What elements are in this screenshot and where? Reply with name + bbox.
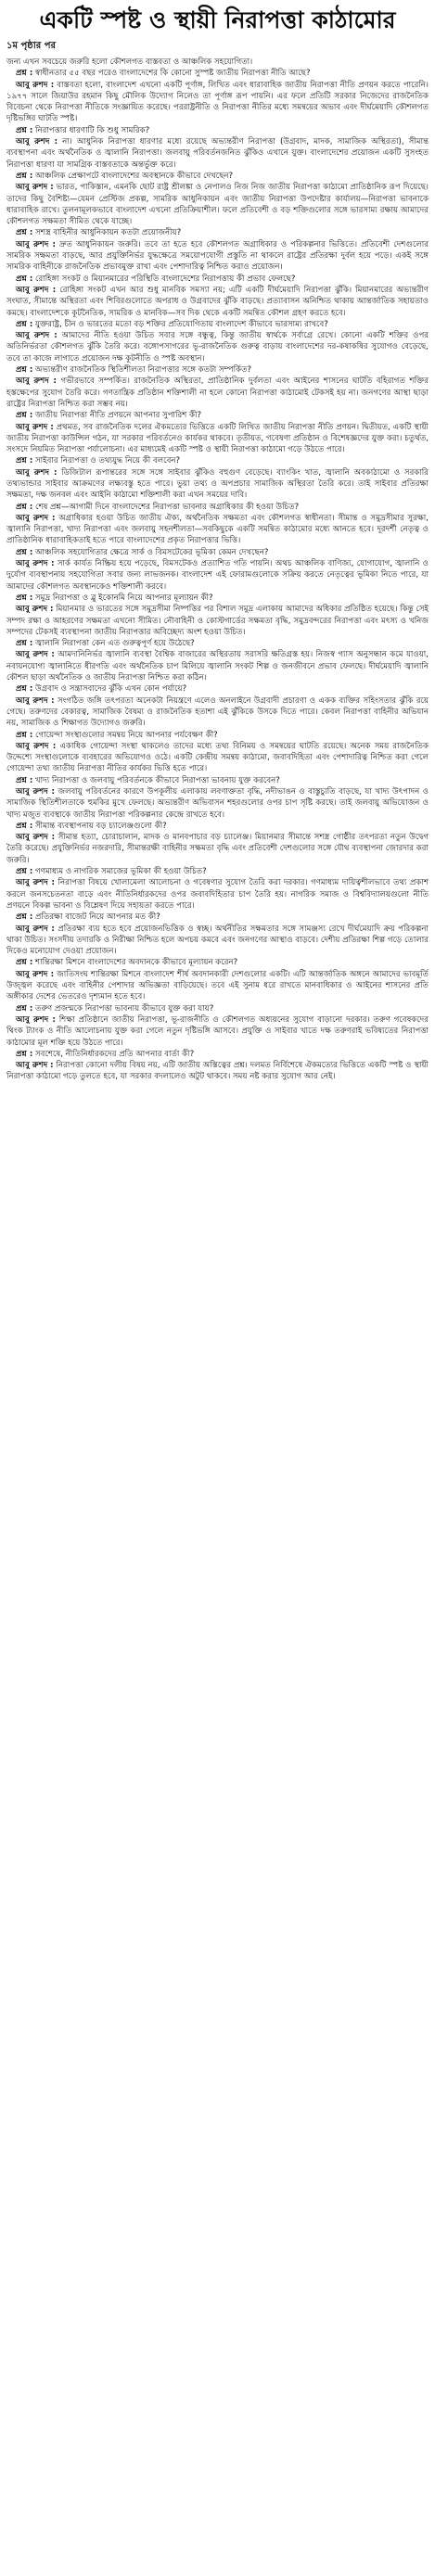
question-paragraph [6, 547, 429, 558]
answer-text: একাধিক গোয়েন্দা সংস্থা থাকলেও তাদের মধ্যে তথ্য বিনিময় ও সমন্বয়ের ঘাটতি রয়েছে। অনেক সময় রাজনৈতিক উদ্দেশ্যে সংস্থাগুলোকে ব্যবহারের অভিযোগও ওঠে। একটি কেন্দ্রীয় সমন্বয় কাঠামো, জবাবদিহিতা এবং পেশাদারিত্ব নিশ্চিত করা গেলে গোয়েন্দা তথ্য জাতীয় নিরাপত্তা নীতির কার্যকর ভিত্তি হতে পারে। [6, 741, 429, 774]
answer-paragraph [6, 467, 429, 502]
answer-paragraph [6, 80, 429, 125]
answer-text: মিয়ানমার ও ভারতের সঙ্গে সমুদ্রসীমা নিষ্পত্তির পর বিশাল সমুদ্র এলাকায় আমাদের অধিকার প্রতিষ্ঠিত হয়েছে। কিন্তু সেই সম্পদ রক্ষা ও আহরণের সক্ষমতা এখনো সীমিত। নৌবাহিনী ও কোস্টগার্ডের সক্ষমতা বৃদ্ধি, সমুদ্রবন্দরের নিরাপত্তা এবং মৎস্য ও খনিজ সম্পদের টেকসই ব্যবস্থাপনা জাতীয় নিরাপত্তার অবিচ্ছেদ্য অংশ হওয়া উচিত। [6, 605, 429, 637]
answer-label: আবু রুশদ : [16, 285, 57, 295]
article-intro: জন্য এখন সবচেয়ে জরুরি হলো কৌশলগত বাস্তবতা ও আঞ্চলিক সহযোগিতা। [6, 57, 253, 67]
answer-paragraph [6, 832, 429, 866]
answer-label: আবু রুশদ : [16, 1014, 56, 1025]
answer-label: আবু রুশদ : [16, 467, 58, 478]
answer-paragraph [6, 924, 429, 958]
question-paragraph [6, 274, 429, 285]
question-paragraph [6, 912, 429, 923]
question-text: শেষ প্রশ্ন—আগামী দিনে বাংলাদেশের নিরাপত্তা ভাবনার অগ্রাধিকার কী হওয়া উচিত? [35, 502, 300, 512]
question-label: প্রশ্ন : [16, 912, 33, 923]
answer-text: অগ্রাধিকার হওয়া উচিত জাতীয় ঐক্য, অর্থনৈতিক সক্ষমতা এবং কৌশলগত স্বাধীনতা। সীমান্ত ও সমুদ্রসীমার সুরক্ষা, জ্বালানি নিরাপত্তা, খাদ্য নিরাপত্তা এবং জলবায়ু সহনশীলতা—সবকিছুকে একটি সমন্বিত কাঠামোর মধ্যে আনতে হবে। দূরদর্শী নেতৃত্ব ও প্রাতিষ্ঠানিক ধারাবাহিকতাই হতে পারে বাংলাদেশের প্রকৃত নিরাপত্তার ভিত্তি। [6, 513, 429, 546]
question-text: জ্বালানি নিরাপত্তা কেন এত গুরুত্বপূর্ণ হয়ে উঠেছে? [35, 639, 195, 649]
question-text: রোহিঙ্গা সংকট ও মিয়ানমারের পরিস্থিতি বাংলাদেশের নিরাপত্তায় কী প্রভাব ফেলছে? [35, 274, 296, 284]
question-paragraph [6, 866, 429, 877]
question-text: আঞ্চলিক সহযোগিতার ক্ষেত্রে সার্ক ও বিমসটেকের ভূমিকা কেমন দেখছেন? [35, 547, 269, 557]
answer-paragraph [6, 1014, 429, 1049]
continued-from-label: ১ম পৃষ্ঠার পর [6, 41, 56, 51]
answer-label: আবু রুশদ : [16, 513, 56, 523]
answer-label: আবু রুশদ : [16, 605, 54, 615]
answer-paragraph [6, 182, 429, 227]
answer-label: আবু রুশদ : [16, 969, 55, 979]
question-paragraph [6, 593, 429, 604]
question-paragraph [6, 775, 429, 786]
answer-label: আবু রুশদ : [16, 695, 55, 706]
question-label: প্রশ্ন : [16, 639, 33, 649]
answer-paragraph [6, 969, 429, 1003]
answer-label: আবু রুশদ : [16, 137, 58, 147]
answer-paragraph [6, 649, 429, 683]
question-text: আঞ্চলিক প্রেক্ষাপটে বাংলাদেশের অবস্থানকে কীভাবে দেখছেন? [35, 171, 234, 181]
question-label: প্রশ্ন : [16, 1003, 33, 1014]
article-headline: একটি স্পষ্ট ও স্থায়ী নিরাপত্তা কাঠামোর [39, 6, 396, 33]
question-label: প্রশ্ন : [16, 228, 33, 238]
question-text: সবশেষে, নীতিনির্ধারকদের প্রতি আপনার বার্তা কী? [35, 1049, 195, 1059]
question-paragraph [6, 319, 429, 330]
question-label: প্রশ্ন : [16, 593, 33, 603]
question-text: প্রতিরক্ষা বাজেট নিয়ে আপনার মত কী? [35, 912, 160, 923]
answer-text: শিক্ষা প্রতিষ্ঠানে জাতীয় নিরাপত্তা, ভূ-রাজনীতি ও কৌশলগত অধ্যয়নের সুযোগ বাড়ানো দরকার। তরুণ গবেষকদের থিংক ট্যাংক ও নীতি আলোচনায় যুক্ত করা গেলে নতুন দৃষ্টিভঙ্গি আসবে। প্রযুক্তি ও সাইবার খাতে দক্ষ তরুণরাই ভবিষ্যতের নিরাপত্তা কাঠামোর মূল শক্তি হয়ে উঠতে পারে। [6, 1014, 429, 1048]
question-text: স্বাধীনতার ৫৫ বছর পরেও বাংলাদেশের কি কোনো সুস্পষ্ট জাতীয় নিরাপত্তা নীতি আছে? [35, 69, 311, 79]
question-text: সাইবার নিরাপত্তা ও তথ্যযুদ্ধ নিয়ে কী বলবেন? [35, 456, 181, 466]
question-label: প্রশ্ন : [16, 684, 33, 695]
answer-label: আবু রুশদ : [16, 239, 56, 249]
answer-paragraph [6, 741, 429, 775]
question-label: প্রশ্ন : [16, 821, 33, 831]
answer-text: সংগঠিত জঙ্গি তৎপরতা অনেকটা নিয়ন্ত্রণে এলেও অনলাইনে উগ্রবাদী প্রচারণা ও একক ব্যক্তির সহিংসতার ঝুঁকি রয়ে গেছে। তরুণদের বেকারত্ব, সামাজিক বৈষম্য ও রাজনৈতিক হতাশা এই ঝুঁকিকে উসকে দিতে পারে। কেবল নিরাপত্তা বাহিনীর অভিযান নয়, সামাজিক ও শিক্ষাগত উদ্যোগও জরুরি। [6, 695, 429, 729]
question-label: প্রশ্ন : [16, 958, 33, 968]
question-paragraph [6, 171, 429, 182]
answer-label: আবু রুশদ : [16, 650, 55, 660]
answer-paragraph [6, 558, 429, 593]
answer-text: আমাদের নীতি হওয়া উচিত সবার সঙ্গে বন্ধুত্ব, কিন্তু জাতীয় স্বার্থকে সর্বাগ্রে রেখে। কোনো একটি শক্তির ওপর অতিনির্ভরতা কৌশলগত ঝুঁকি তৈরি করে। বঙ্গোপসাগরের ভূ-রাজনৈতিক গুরুত্ব বাড়ায় বাংলাদেশের দর-কষাকষির সুযোগও বেড়েছে, তবে তা কাজে লাগাতে প্রয়োজন দক্ষ কূটনীতি ও স্পষ্ট অবস্থান। [6, 331, 429, 363]
answer-paragraph [6, 376, 429, 410]
question-label: প্রশ্ন : [16, 775, 33, 785]
question-text: জাতীয় নিরাপত্তা নীতি প্রণয়নে আপনার সুপারিশ কী? [35, 411, 202, 421]
answer-paragraph [6, 604, 429, 638]
question-paragraph [6, 455, 429, 466]
answer-text: নিরাপত্তা কোনো দলীয় বিষয় নয়, এটি জাতীয় অস্তিত্বের প্রশ্ন। দলমত নির্বিশেষে ঐকমত্যের ভিত্তিতে একটি স্পষ্ট ও স্থায়ী নিরাপত্তা কাঠামো গড়ে তুলতে হবে, যা সরকার বদলালেও অটুট থাকবে। সময় নষ্ট করার সুযোগ আর নেই। [6, 1061, 429, 1082]
question-text: যুক্তরাষ্ট্র, চীন ও ভারতের মতো বড় শক্তির প্রতিযোগিতায় বাংলাদেশ কীভাবে ভারসাম্য রাখবে? [35, 319, 328, 329]
question-text: সশস্ত্র বাহিনীর আধুনিকায়ন কতটা প্রয়োজনীয়? [35, 228, 182, 238]
question-paragraph [6, 68, 429, 79]
answer-text: প্রতিরক্ষা ব্যয় হতে হবে প্রয়োজনভিত্তিক ও স্বচ্ছ। অর্থনীতির সক্ষমতার সঙ্গে সামঞ্জস্য রেখে দীর্ঘমেয়াদি ক্রয় পরিকল্পনা থাকা উচিত। সংসদীয় তদারকি ও নিরীক্ষা নিশ্চিত হলে অপচয় কমবে এবং জনগণের আস্থাও বাড়বে। দেশীয় প্রতিরক্ষা শিল্প গড়ে তোলার দিকেও মনোযোগ দেওয়া প্রয়োজন। [6, 924, 429, 957]
question-label: প্রশ্ন : [16, 365, 33, 376]
answer-text: না। আধুনিক নিরাপত্তা ধারণার মধ্যে রয়েছে অভ্যন্তরীণ নিরাপত্তা (উগ্রবাদ, মাদক, সামাজিক অস্থিরতা), সীমান্ত ব্যবস্থাপনা এবং অর্থনৈতিক ও জ্বালানি নিরাপত্তা। জলবায়ু পরিবর্তনজনিত ঝুঁকিও এখানে যুক্ত। বাংলাদেশের প্রয়োজন একটি সুসংহত নিরাপত্তা ধারণা যা সামগ্রিক বাস্তবতাকে অন্তর্ভুক্ত করে। [6, 137, 429, 170]
answer-text: ডিজিটাল রূপান্তরের সঙ্গে সঙ্গে সাইবার ঝুঁকিও বহুগুণ বেড়েছে। ব্যাংকিং খাত, জ্বালানি অবকাঠামো ও সরকারি তথ্যভান্ডার সাইবার আক্রমণের লক্ষ্যবস্তু হতে পারে। ভুয়া তথ্য ও অপপ্রচার সামাজিক অস্থিরতা তৈরি করে। তাই সাইবার প্রতিরক্ষা সক্ষমতা, দক্ষ জনবল এবং আইনি কাঠামো শক্তিশালী করা এখন সময়ের দাবি। [6, 467, 429, 501]
question-text: অভ্যন্তরীণ রাজনৈতিক স্থিতিশীলতা নিরাপত্তার সঙ্গে কতটা সম্পর্কিত? [35, 365, 252, 376]
answer-label: আবু রুশদ : [16, 741, 57, 751]
answer-paragraph [6, 136, 429, 171]
answer-label: আবু রুশদ : [16, 1061, 54, 1071]
answer-label: আবু রুশদ : [16, 559, 55, 569]
answer-label: আবু রুশদ : [16, 422, 54, 432]
answer-paragraph [6, 239, 429, 274]
answer-text: জলবায়ু পরিবর্তনের কারণে উপকূলীয় এলাকায় লবণাক্ততা বৃদ্ধি, নদীভাঙন ও বাস্তুচ্যুতি বাড়ছে, যা খাদ্য উৎপাদন ও সামাজিক স্থিতিশীলতাকে হুমকির মুখে ফেলছে। অভ্যন্তরীণ অভিবাসন শহরগুলোর ওপর চাপ সৃষ্টি করছে। তাই জলবায়ু অভিযোজন ও খাদ্য মজুত ব্যবস্থাকে জাতীয় নিরাপত্তা পরিকল্পনার কেন্দ্রে রাখতে হবে। [6, 787, 429, 820]
answer-text: সীমান্ত হত্যা, চোরাচালান, মাদক ও মানবপাচার বড় চ্যালেঞ্জ। মিয়ানমার সীমান্তে সশস্ত্র গোষ্ঠীর তৎপরতা নতুন উদ্বেগ তৈরি করেছে। প্রযুক্তিনির্ভর নজরদারি, সীমান্তরক্ষী বাহিনীর সক্ষমতা বৃদ্ধি এবং প্রতিবেশী দেশগুলোর সঙ্গে যৌথ ব্যবস্থাপনা জোরদার করা জরুরি। [6, 833, 429, 865]
answer-text: প্রথমত, সব রাজনৈতিক দলের ঐকমত্যের ভিত্তিতে একটি লিখিত জাতীয় নিরাপত্তা নীতি প্রণয়ন। দ্বিতীয়ত, একটি স্থায়ী জাতীয় নিরাপত্তা কাউন্সিল গঠন, যা সরকার পরিবর্তনেও কার্যকর থাকবে। তৃতীয়ত, গবেষণা প্রতিষ্ঠান ও বিশেষজ্ঞদের যুক্ত করা। চতুর্থত, সংসদে নিয়মিত নিরাপত্তা পর্যালোচনা। এর মাধ্যমেই একটি স্পষ্ট ও স্থায়ী নিরাপত্তা কাঠামো গড়ে উঠতে পারে। [6, 422, 429, 455]
question-text: নিরাপত্তার ধারণাটি কি শুধু সামরিক? [35, 125, 150, 135]
question-paragraph [6, 364, 429, 376]
answer-label: আবু রুশদ : [16, 183, 54, 193]
answer-text: নিরাপত্তা বিষয়ে খোলামেলা আলোচনা ও গবেষণার সুযোগ তৈরি করা দরকার। গণমাধ্যম দায়িত্বশীলভাবে তথ্য প্রকাশ করলে জনসচেতনতা বাড়ে এবং নীতিনির্ধারকদের ওপর জবাবদিহিতার চাপ তৈরি হয়। নাগরিক সমাজ ও বিশ্ববিদ্যালয়গুলো নীতি প্রণয়নে বিকল্প ভাবনা ও বিশ্লেষণ দিয়ে সহায়তা করতে পারে। [6, 878, 429, 911]
answer-paragraph [6, 1060, 429, 1083]
question-paragraph [6, 1003, 429, 1014]
question-text: সমুদ্র নিরাপত্তা ও ব্লু ইকোনমি নিয়ে আপনার মূল্যায়ন কী? [35, 593, 213, 603]
answer-paragraph [6, 422, 429, 456]
article-body [6, 57, 429, 1083]
answer-paragraph [6, 285, 429, 319]
question-label: প্রশ্ন : [16, 547, 33, 557]
answer-label: আবু রুশদ : [16, 80, 55, 90]
question-label: প্রশ্ন : [16, 456, 33, 466]
answer-text: গভীরভাবে সম্পর্কিত। রাজনৈতিক অস্থিরতা, প্রাতিষ্ঠানিক দুর্বলতা এবং আইনের শাসনের ঘাটতি বহিরাগত শক্তির হস্তক্ষেপের সুযোগ তৈরি করে। গণতান্ত্রিক প্রতিষ্ঠান শক্তিশালী না হলে কোনো নিরাপত্তা কাঠামোই টেকসই হয় না। জনগণের আস্থা ছাড়া রাষ্ট্রের নিরাপত্তা নিশ্চিত করা সম্ভব নয়। [6, 376, 429, 409]
answer-paragraph [6, 786, 429, 821]
question-label: প্রশ্ন : [16, 730, 33, 740]
answer-label: আবু রুশদ : [16, 376, 57, 387]
answer-label: আবু রুশদ : [16, 924, 55, 934]
answer-label: আবু রুশদ : [16, 787, 55, 797]
question-label: প্রশ্ন : [16, 171, 33, 181]
question-label: প্রশ্ন : [16, 319, 33, 329]
question-text: শান্তিরক্ষা মিশনে বাংলাদেশের অবদানকে কীভাবে মূল্যায়ন করেন? [35, 958, 238, 968]
question-paragraph [6, 410, 429, 421]
answer-label: আবু রুশদ : [16, 331, 58, 341]
question-paragraph [6, 730, 429, 741]
question-text: উগ্রবাদ ও সন্ত্রাসবাদের ঝুঁকি এখন কোন পর্যায়ে? [35, 684, 187, 695]
question-text: গণমাধ্যম ও নাগরিক সমাজের ভূমিকা কী হওয়া উচিত? [35, 867, 207, 877]
answer-text: ভারত, পাকিস্তান, এমনকি ছোট রাষ্ট্র শ্রীলঙ্কা ও নেপালও নিজ নিজ জাতীয় নিরাপত্তা কাঠামো প্রাতিষ্ঠানিক রূপ দিয়েছে। তাদের কিছু বৈশিষ্ট্য—যেমন প্রেস্টিজ প্রকল্প, সামরিক আধুনিকায়ন এবং জাতীয় নিরাপত্তা উপদেষ্টার কার্যালয়—নিরাপত্তা ভাবনাকে ধারাবাহিক রাখে। তুলনামূলকভাবে বাংলাদেশ এখনো প্রতিক্রিয়াশীল। ফলে প্রতিবেশী ও বড় শক্তিগুলোর সঙ্গে ভারসাম্য রক্ষায় আমাদের কৌশলগত সক্ষমতা সীমিত থেকে যাচ্ছে। [6, 183, 429, 227]
question-label: প্রশ্ন : [16, 274, 33, 284]
answer-label: আবু রুশদ : [16, 833, 56, 843]
answer-label: আবু রুশদ : [16, 878, 55, 888]
question-label: প্রশ্ন : [16, 411, 33, 421]
answer-text: আমদানিনির্ভর জ্বালানি ব্যবস্থা বৈশ্বিক বাজারের অস্থিরতায় সরাসরি ক্ষতিগ্রস্ত হয়। নিজস্ব গ্যাস অনুসন্ধান কমে যাওয়া, নবায়নযোগ্য জ্বালানিতে ধীরগতি এবং অর্থনৈতিক চাপ মিলিয়ে জ্বালানি সংকট শিল্প ও জনজীবনে প্রভাব ফেলছে। দীর্ঘমেয়াদি জ্বালানি কৌশল ছাড়া অর্থনৈতিক ও জাতীয় নিরাপত্তা নিশ্চিত করা কঠিন। [6, 650, 429, 683]
answer-paragraph [6, 877, 429, 912]
question-paragraph [6, 957, 429, 968]
question-paragraph [6, 227, 429, 238]
question-paragraph [6, 1049, 429, 1060]
question-paragraph [6, 125, 429, 136]
question-text: গোয়েন্দা সংস্থাগুলোর সমন্বয় নিয়ে আপনার পর্যবেক্ষণ কী? [35, 730, 218, 740]
answer-text: বাস্তবতা হলো, বাংলাদেশ এখনো একটি পূর্ণাঙ্গ, লিখিত এবং ধারাবাহিক জাতীয় নিরাপত্তা নীতি প্রণয়ন করতে পারেনি। ১৯৭৭ সালে জিয়াউর রহমান কিছু মৌলিক উদ্যোগ নিলেও তা পূর্ণাঙ্গ রূপ পায়নি। এর ফলে প্রতিটি সরকার নিজেদের রাজনৈতিক বিবেচনা থেকে নিরাপত্তা নীতিকে সংজ্ঞায়িত করেছে। পররাষ্ট্রনীতি ও নিরাপত্তা নীতির মধ্যে সমন্বয়ের অভাব এবং দীর্ঘমেয়াদি কৌশলগত দৃষ্টিভঙ্গির ঘাটতি স্পষ্ট। [6, 80, 429, 124]
answer-text: রোহিঙ্গা সংকট এখন আর শুধু মানবিক সমস্যা নয়; এটি একটি দীর্ঘমেয়াদি নিরাপত্তা ঝুঁকি। মিয়ানমারের অভ্যন্তরীণ সংঘাত, সীমান্তে অস্থিরতা এবং শিবিরগুলোতে অপরাধ ও উগ্রবাদের ঝুঁকি বাড়ছে। প্রত্যাবাসন অনিশ্চিত থাকায় আন্তর্জাতিক সহায়তাও কমছে। বাংলাদেশকে কূটনৈতিক, সামরিক ও মানবিক—সব দিক থেকে একটি সমন্বিত কৌশল গ্রহণ করতে হবে। [6, 285, 429, 318]
answer-text: জাতিসংঘ শান্তিরক্ষা মিশনে বাংলাদেশ শীর্ষ অবদানকারী দেশগুলোর একটি। এটি আন্তর্জাতিক অঙ্গনে আমাদের ভাবমূর্তি উজ্জ্বল করেছে এবং বাহিনীর পেশাদার অভিজ্ঞতা বাড়িয়েছে। তবে এই সুনাম ধরে রাখতে মানবাধিকার ও আইনের শাসনের প্রতি অঙ্গীকার দেশের ভেতরেও দৃশ্যমান হতে হবে। [6, 969, 429, 1002]
answer-paragraph [6, 330, 429, 364]
question-text: খাদ্য নিরাপত্তা ও জলবায়ু পরিবর্তনকে কীভাবে নিরাপত্তা ভাবনায় যুক্ত করবেন? [35, 775, 280, 785]
question-paragraph [6, 821, 429, 832]
question-text: তরুণ প্রজন্মকে নিরাপত্তা ভাবনায় কীভাবে যুক্ত করা যায়? [35, 1003, 214, 1014]
question-label: প্রশ্ন : [16, 125, 33, 135]
question-text: সীমান্ত ব্যবস্থাপনায় বড় চ্যালেঞ্জগুলো কী? [35, 821, 167, 831]
question-paragraph [6, 502, 429, 513]
answer-text: সার্ক কার্যত নিষ্ক্রিয় হয়ে পড়েছে, বিমসটেকও প্রত্যাশিত গতি পায়নি। অথচ আঞ্চলিক বাণিজ্য, যোগাযোগ, জ্বালানি ও দুর্যোগ ব্যবস্থাপনায় সহযোগিতা সবার জন্য লাভজনক। বাংলাদেশ এই ফোরামগুলোকে সক্রিয় করতে নেতৃত্বের ভূমিকা নিতে পারে, যা আমাদের কৌশলগত অবস্থানকেও শক্তিশালী করবে। [6, 559, 429, 592]
answer-paragraph [6, 513, 429, 547]
answer-paragraph [6, 695, 429, 730]
question-paragraph [6, 683, 429, 695]
question-label: প্রশ্ন : [16, 502, 33, 512]
question-label: প্রশ্ন : [16, 867, 33, 877]
question-paragraph [6, 638, 429, 649]
question-label: প্রশ্ন : [16, 69, 33, 79]
answer-text: দ্রুত আধুনিকায়ন জরুরি। তবে তা হতে হবে কৌশলগত অগ্রাধিকার ও পরিকল্পনার ভিত্তিতে। প্রতিবেশী দেশগুলোর সামরিক সক্ষমতা বাড়ছে, আর প্রযুক্তিনির্ভর যুদ্ধক্ষেত্রে সময়োপযোগী প্রস্তুতি না থাকলে রাষ্ট্রের প্রতিরক্ষা দুর্বল হয়ে পড়ে। একই সঙ্গে সামরিক বাহিনীকে রাজনৈতিক প্রভাবমুক্ত রাখা এবং পেশাদারিত্ব নিশ্চিত করাও প্রয়োজন। [6, 239, 429, 273]
question-label: প্রশ্ন : [16, 1049, 33, 1059]
